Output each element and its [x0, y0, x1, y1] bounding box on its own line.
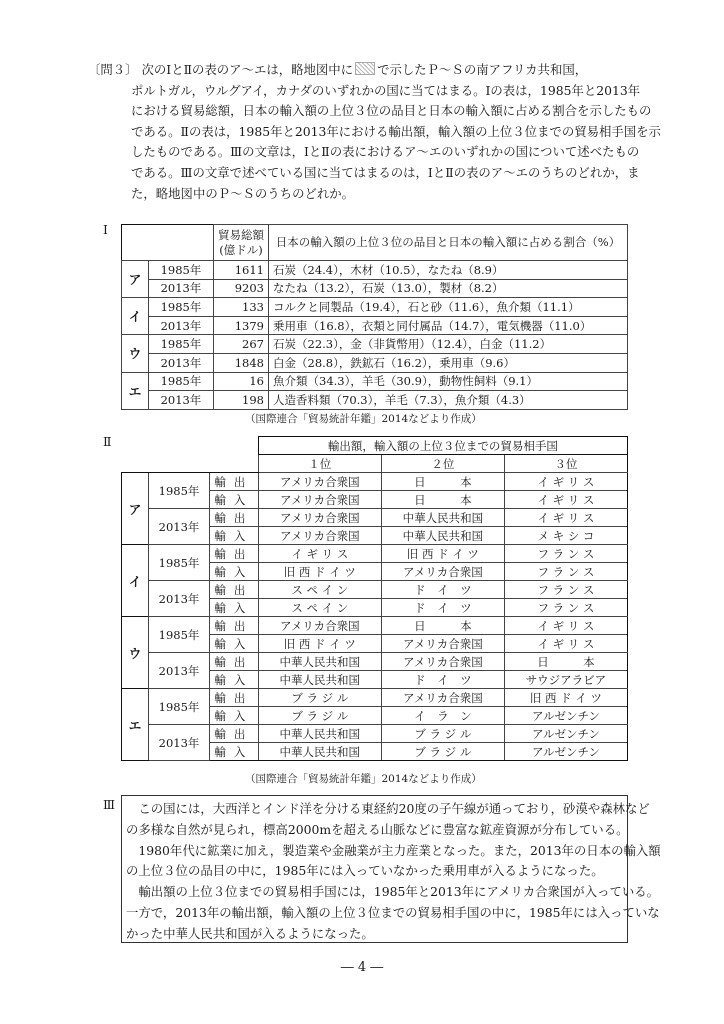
table-row: 輸入 中華人民共和国 ブ ラ ジ ル アルゼンチン	[122, 743, 628, 761]
table2-source: （国際連合「貿易統計年鑑」2014などより作成）	[245, 773, 482, 785]
passage-line: 1980年代に鉱業に加え，製造業や金融業が主力産業となった。また，2013年の日本の輸入額	[126, 842, 661, 858]
question-line-5: したものである。Ⅲの文章は，ⅠとⅡの表におけるア〜エのいずれかの国について述べたもの	[131, 144, 640, 160]
country-letter: ア	[122, 473, 149, 545]
country-letter: エ	[122, 689, 149, 761]
country-letter: ウ	[122, 335, 149, 372]
table-row: 輸入 旧 西 ド イ ツ アメリカ合衆国 フ ラ ン ス	[122, 563, 628, 581]
passage-label: Ⅲ	[103, 797, 116, 812]
table-row: ア 1985年 1611 石炭（24.4），木材（10.5），なたね（8.9）	[122, 261, 628, 280]
table-row: 2013年 1848 白金（28.8），鉄鉱石（16.2），乗用車（9.6）	[122, 353, 628, 372]
table1-source: （国際連合「貿易統計年鑑」2014などより作成）	[245, 413, 482, 425]
country-letter: エ	[122, 372, 149, 409]
table1-label: Ⅰ	[103, 222, 108, 237]
table-row: 輸入 アメリカ合衆国 日 本 イ ギ リ ス	[122, 491, 628, 509]
country-letter: ア	[122, 261, 149, 298]
table2-col3: ３位	[504, 455, 627, 473]
passage-line: この国には，大西洋とインド洋を分ける東経約20度の子午線が通っており，砂漠や森林など	[126, 801, 650, 816]
table2-subheader-row	[122, 455, 628, 473]
page-number: ― 4 ―	[340, 960, 384, 975]
table-row: 2013年 輸出 アメリカ合衆国 中華人民共和国 イ ギ リ ス	[122, 509, 628, 527]
table-row: 輸入 アメリカ合衆国 中華人民共和国 メ キ シ コ	[122, 527, 628, 545]
country-letter: ウ	[122, 617, 149, 689]
country-letter: イ	[122, 298, 149, 335]
table-row: 2013年 輸出 中華人民共和国 アメリカ合衆国 日 本	[122, 653, 628, 671]
table2-body	[122, 473, 628, 761]
table-row: イ 1985年 輸出 イ ギ リ ス 旧 西 ド イ ツ フ ラ ン ス	[122, 545, 628, 563]
question-block	[88, 60, 661, 204]
question-line-7: た，略地図中のＰ〜Ｓのうちのどれか。	[131, 185, 355, 201]
table-row: ウ 1985年 267 石炭（22.3），金（非貨幣用）（12.4），白金（11.2）	[122, 335, 628, 354]
table-row: 輸入 旧 西 ド イ ツ アメリカ合衆国 イ ギ リ ス	[122, 635, 628, 653]
table1-corner	[122, 225, 214, 261]
table1-header-trade: 貿易総額 (億ドル)	[214, 225, 269, 261]
table2-label: Ⅱ	[103, 434, 112, 449]
table2-header-title: 輸出額，輸入額の上位３位までの貿易相手国	[258, 437, 627, 455]
table1-header-row	[122, 225, 628, 261]
table-row: 2013年 198 人造香料類（70.3），羊毛（7.3），魚介類（4.3）	[122, 391, 628, 410]
table1	[121, 224, 628, 410]
question-line-1: 〔問３〕 次のⅠとⅡの表のア〜エは，略地図中に で示したＰ〜Ｓの南アフリカ共和国，	[88, 62, 588, 77]
question-line-3: における貿易総額，日本の輸入額の上位３位の品目と日本の輸入額に占める割合を示したもの	[131, 103, 652, 119]
table-row: イ 1985年 133 コルクと同製品（19.4），石と砂（11.6），魚介類（11.1）	[122, 298, 628, 317]
hatch-pattern-icon	[355, 62, 375, 75]
table-row: ア 1985年 輸出 アメリカ合衆国 日 本 イ ギ リ ス	[122, 473, 628, 491]
table-row: 輸入 ブ ラ ジ ル イ ラ ン アルゼンチン	[122, 707, 628, 725]
passage-line: かった中華人民共和国が入るようになった。	[126, 925, 374, 941]
table2-col2: ２位	[381, 455, 504, 473]
table-row: エ 1985年 輸出 ブ ラ ジ ル アメリカ合衆国 旧 西 ド イ ツ	[122, 689, 628, 707]
table1-header-items: 日本の輸入額の上位３位の品目と日本の輸入額に占める割合（%）	[269, 225, 628, 261]
passage-line: 一方で，2013年の輸出額，輸入額の上位３位までの貿易相手国の中に，1985年には入っていな	[126, 904, 660, 920]
question-line-2: ポルトガル，ウルグアイ，カナダのいずれかの国に当てはまる。Ⅰの表は，1985年と2013年	[131, 82, 641, 98]
passage-box	[121, 795, 661, 943]
table-row: 輸入 ス ペ イ ン ド イ ツ フ ラ ン ス	[122, 599, 628, 617]
question-label: 〔問３〕	[88, 62, 138, 77]
question-line-6: である。Ⅲの文章で述べている国に当てはまるのは，ⅠとⅡの表のア〜エのうちのどれか，ま	[131, 164, 640, 180]
table-row: ウ 1985年 輸出 アメリカ合衆国 日 本 イ ギ リ ス	[122, 617, 628, 635]
table2-header-row	[122, 437, 628, 455]
table-row: 2013年 輸出 中華人民共和国 ブ ラ ジ ル アルゼンチン	[122, 725, 628, 743]
table-row: 2013年 9203 なたね（13.2），石炭（13.0），製材（8.2）	[122, 279, 628, 298]
table-row: 2013年 1379 乗用車（16.8），衣類と同付属品（14.7），電気機器（11.0）	[122, 316, 628, 335]
table-row: エ 1985年 16 魚介類（34.3），羊毛（30.9），動物性飼料（9.1）	[122, 372, 628, 391]
passage-line: 輸出額の上位３位までの貿易相手国には，1985年と2013年にアメリカ合衆国が入っている。	[126, 884, 660, 900]
question-line-4: である。Ⅱの表は，1985年と2013年における輸出額，輸入額の上位３位までの貿易相手国を示	[131, 123, 661, 139]
table-row: 輸入 中華人民共和国 ド イ ツ サウジアラビア	[122, 671, 628, 689]
table2-col1: １位	[258, 455, 381, 473]
table-row: 2013年 輸出 ス ペ イ ン ド イ ツ フ ラ ン ス	[122, 581, 628, 599]
table2	[121, 436, 628, 761]
passage-line: の多様な自然が見られ，標高2000mを超える山脈などに豊富な鉱産資源が分布している。	[126, 821, 629, 837]
passage-line: の上位３位の品目の中に，1985年には入っていなかった乗用車が入るようになった。	[126, 863, 604, 879]
country-letter: イ	[122, 545, 149, 617]
